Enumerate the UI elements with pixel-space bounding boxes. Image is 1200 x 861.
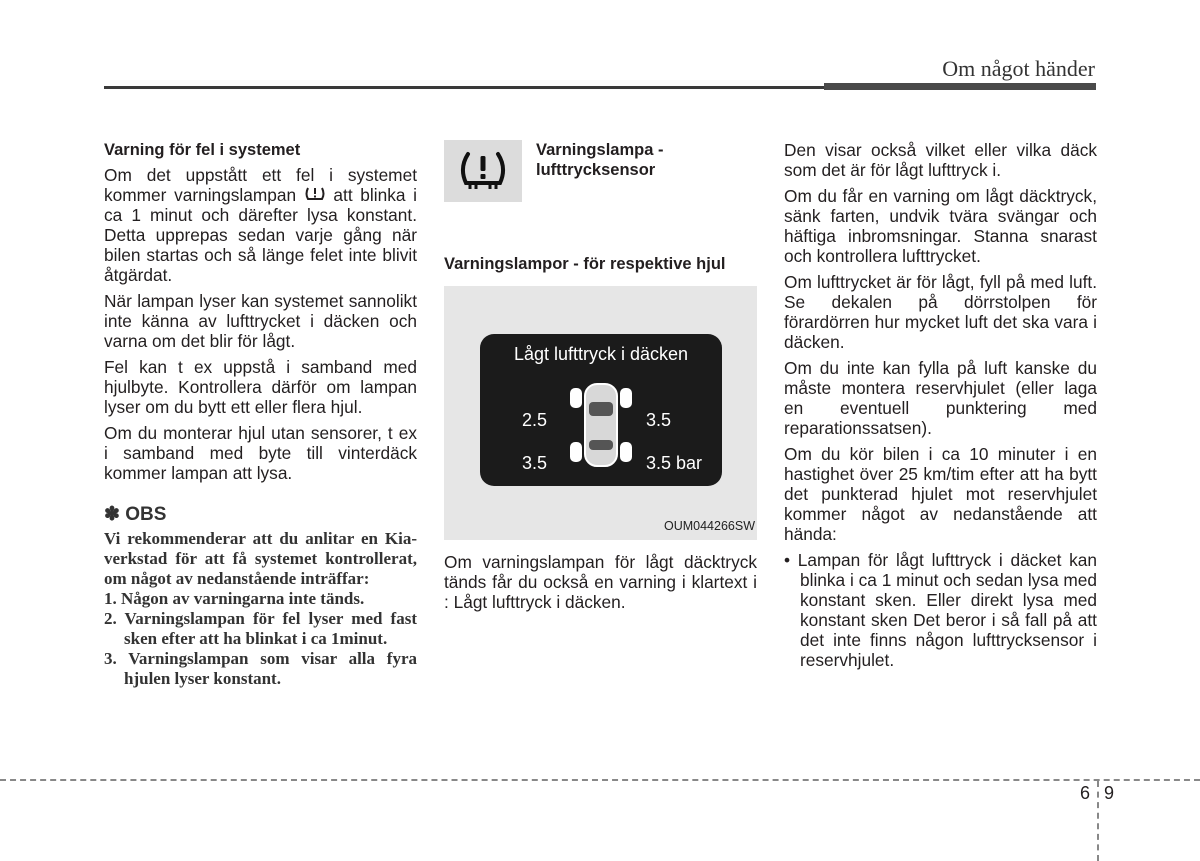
paragraph: Fel kan t ex uppstå i samband med hjulbyte. Kontrollera därför om lampan lyser om du bytt ett eller flera hjul.: [104, 357, 417, 417]
car-top-view-icon: [566, 380, 636, 470]
column-left: [104, 140, 417, 689]
pressure-front-right: 3.5: [646, 410, 672, 430]
tpms-lamp-box: [444, 140, 522, 202]
paragraph: När lampan lyser kan systemet sannolikt inte känna av lufttrycket i däcken och varna om det blir för lågt.: [104, 291, 417, 351]
chapter-number: 6: [1080, 783, 1091, 803]
figure-code: OUM044266SW: [663, 519, 755, 533]
paragraph: Om lufttrycket är för lågt, fyll på med luft. Se dekalen på dörrstolpen för förardörren hur mycket luft det ska vara i däcken.: [784, 272, 1097, 352]
page-header-title: Om något händer: [942, 56, 1095, 81]
obs-list: [104, 589, 417, 689]
pressure-rear-right: 3.5 bar: [646, 453, 703, 473]
footer-rule: [0, 779, 1200, 781]
page-number: 9: [1104, 783, 1115, 803]
column-middle: [444, 140, 757, 618]
section-heading: Varningslampor - för respektive hjul: [444, 255, 726, 273]
paragraph-text: Om det uppstått ett fel i systemet kommer varningslampan: [104, 165, 417, 205]
paragraph: Om du inte kan fylla på luft kanske du måste montera reservhjulet (eller laga en eventuell punktering med reparationssatsen).: [784, 358, 1097, 438]
paragraph: Om du får en varning om lågt däcktryck, sänk farten, undvik tvära svängar och häftiga inbromsningar. Stanna snarast och kontrollera lufttrycket.: [784, 186, 1097, 266]
pressure-rear-left: 3.5: [522, 453, 548, 473]
lamp-title: Varningslampa - lufttrycksensor: [536, 141, 664, 179]
paragraph: Den visar också vilket eller vilka däck som det är för lågt lufttryck i.: [784, 140, 1097, 180]
paragraph: Om du monterar hjul utan sensorer, t ex i samband med byte till vinterdäck kommer lampan att lysa.: [104, 423, 417, 483]
tpms-display-illustration: [444, 286, 757, 540]
section-heading: Varning för fel i systemet: [104, 141, 301, 159]
cluster-screen-title: Lågt lufttryck i däcken: [513, 344, 689, 364]
paragraph: Om varningslampan för lågt däcktryck tänds får du också en varning i klartext i : Lågt lufttryck i däcken.: [444, 552, 757, 612]
pressure-front-left: 2.5: [522, 410, 548, 430]
obs-text: Vi rekommenderar att du anlitar en Kia-verkstad för att få systemet kontrollerat, om något av nedanstående inträffar:: [104, 529, 417, 588]
cluster-screen: [480, 334, 722, 486]
paragraph-text: att blinka i ca 1 minut och därefter lysa konstant. Detta upprepas sedan varje gång när bilen startas och så länge felet inte blivit åtgärdat.: [104, 185, 417, 285]
lamp-row: [444, 140, 757, 202]
tpms-warning-icon: [304, 185, 326, 203]
paragraph: [104, 165, 417, 285]
obs-list-item: 3. Varningslampan som visar alla fyra hjulen lyser konstant.: [104, 649, 417, 688]
paragraph: Om du kör bilen i ca 10 minuter i en hastighet över 25 km/tim efter att ha bytt det punkterad hjulet mot reservhjulet kommer något av nedanstående att hända:: [784, 444, 1097, 544]
obs-title: ✽ OBS: [104, 504, 167, 525]
obs-list-item: 2. Varningslampan för fel lyser med fast sken efter att ha blinkat i ca 1minut.: [104, 609, 417, 648]
obs-list-item: 1. Någon av varningarna inte tänds.: [104, 589, 365, 608]
bullet-item: • Lampan för lågt lufttryck i däcket kan blinka i ca 1 minut och sedan lysa med konstant sken. Eller direkt lysa med konstant sken Det beror i så fall på att det inte finns någon lufttrycksensor i reservhjulet.: [784, 550, 1097, 670]
footer-divider: [1097, 781, 1099, 861]
column-right: [784, 140, 1097, 670]
bullet-list: [784, 550, 1097, 670]
header-rule-accent: [824, 83, 1096, 90]
tpms-warning-icon: [456, 148, 510, 194]
